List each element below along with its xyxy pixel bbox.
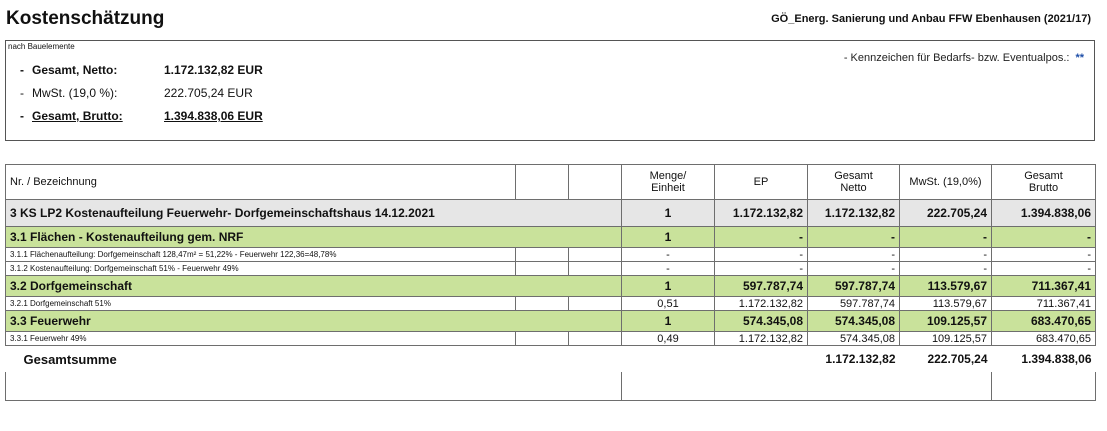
table-row-group [6, 311, 1096, 332]
summary-value: 1.172.132,82 EUR [164, 63, 263, 77]
row-netto: 597.787,74 [808, 276, 900, 297]
row-ep: - [715, 227, 808, 248]
row-ep: - [715, 248, 808, 262]
row-desc: 3.2.1 Dorfgemeinschaft 51% [6, 297, 516, 311]
header-empty [569, 165, 622, 200]
row-brutto: - [992, 227, 1096, 248]
row-menge: 0,49 [622, 332, 715, 346]
summary-row-mwst: - MwSt. (19,0 %): 222.705,24 EUR [20, 86, 253, 100]
summary-label: Gesamt, Brutto: [32, 109, 123, 123]
row-desc: 3.2 Dorfgemeinschaft [6, 276, 622, 297]
row-brutto: - [992, 262, 1096, 276]
table-row-item [6, 262, 1096, 276]
row-netto: 597.787,74 [808, 297, 900, 311]
summary-label: Gesamt, Netto: [32, 63, 118, 77]
row-mwst: - [900, 248, 992, 262]
row-mwst: 109.125,57 [900, 311, 992, 332]
row-ep: - [715, 262, 808, 276]
row-netto: 1.172.132,82 [808, 200, 900, 227]
row-brutto: 683.470,65 [992, 332, 1096, 346]
page-title: Kostenschätzung [6, 8, 165, 29]
row-menge: 1 [622, 227, 715, 248]
summary-row-netto: - Gesamt, Netto: 1.172.132,82 EUR [20, 63, 263, 77]
row-desc: 3.3 Feuerwehr [6, 311, 622, 332]
cost-table [5, 164, 1096, 401]
summary-value: 222.705,24 EUR [164, 86, 253, 100]
row-brutto: 711.367,41 [992, 297, 1096, 311]
table-footer-space [6, 372, 1096, 401]
total-brutto: 1.394.838,06 [1021, 352, 1092, 366]
project-name: GÖ_Energ. Sanierung und Anbau FFW Ebenhausen (2021/17) [771, 13, 1091, 25]
summary-caption: nach Bauelemente [8, 42, 75, 51]
row-netto: - [808, 248, 900, 262]
header-nr: Nr. / Bezeichnung [6, 165, 516, 200]
row-desc: 3 KS LP2 Kostenaufteilung Feuerwehr- Dorfgemeinschaftshaus 14.12.2021 [6, 200, 622, 227]
header-ep: EP [715, 165, 808, 200]
table-header-row [6, 165, 1096, 200]
row-netto: - [808, 227, 900, 248]
row-desc: 3.3.1 Feuerwehr 49% [6, 332, 516, 346]
total-mwst: 222.705,24 [927, 352, 988, 366]
row-desc: 3.1.1 Flächenaufteilung: Dorfgemeinschaft 128,47m² = 51,22% - Feuerwehr 122,36=48,78% [6, 248, 516, 262]
total-netto: 1.172.132,82 [825, 352, 896, 366]
row-mwst: 109.125,57 [900, 332, 992, 346]
row-brutto: 683.470,65 [992, 311, 1096, 332]
row-menge: - [622, 262, 715, 276]
summary-label: MwSt. (19,0 %): [32, 86, 118, 100]
row-ep: 1.172.132,82 [715, 200, 808, 227]
row-mwst: - [900, 227, 992, 248]
row-ep: 1.172.132,82 [715, 297, 808, 311]
row-menge: 1 [622, 200, 715, 227]
row-menge: 1 [622, 311, 715, 332]
marker-legend [844, 52, 1084, 64]
table-row-total [6, 346, 1096, 373]
row-menge: 0,51 [622, 297, 715, 311]
row-netto: 574.345,08 [808, 332, 900, 346]
summary-value: 1.394.838,06 EUR [164, 109, 263, 123]
header-brutto: Gesamt Brutto [992, 165, 1096, 200]
row-ep: 574.345,08 [715, 311, 808, 332]
row-menge: 1 [622, 276, 715, 297]
row-brutto: 1.394.838,06 [992, 200, 1096, 227]
header-netto: Gesamt Netto [808, 165, 900, 200]
row-netto: 574.345,08 [808, 311, 900, 332]
row-brutto: 711.367,41 [992, 276, 1096, 297]
table-row-item [6, 297, 1096, 311]
table-row-main [6, 200, 1096, 227]
row-brutto: - [992, 248, 1096, 262]
table-row-group [6, 276, 1096, 297]
row-menge: - [622, 248, 715, 262]
row-ep: 597.787,74 [715, 276, 808, 297]
row-desc: 3.1 Flächen - Kostenaufteilung gem. NRF [6, 227, 622, 248]
summary-box [5, 40, 1095, 141]
marker-symbol: ** [1075, 52, 1084, 64]
row-mwst: 113.579,67 [900, 276, 992, 297]
row-ep: 1.172.132,82 [715, 332, 808, 346]
marker-label: - Kennzeichen für Bedarfs- bzw. Eventualpos.: [843, 52, 1070, 64]
table-row-item [6, 248, 1096, 262]
table-row-item [6, 332, 1096, 346]
header-empty [516, 165, 569, 200]
row-desc: 3.1.2 Kostenaufteilung: Dorfgemeinschaft 51% - Feuerwehr 49% [6, 262, 516, 276]
row-netto: - [808, 262, 900, 276]
summary-row-brutto: - Gesamt, Brutto: 1.394.838,06 EUR [20, 109, 263, 123]
header-menge: Menge/ Einheit [622, 165, 715, 200]
row-mwst: 113.579,67 [900, 297, 992, 311]
row-mwst: 222.705,24 [900, 200, 992, 227]
header-mwst: MwSt. (19,0%) [900, 165, 992, 200]
row-mwst: - [900, 262, 992, 276]
total-label: Gesamtsumme [23, 351, 117, 367]
table-row-group [6, 227, 1096, 248]
